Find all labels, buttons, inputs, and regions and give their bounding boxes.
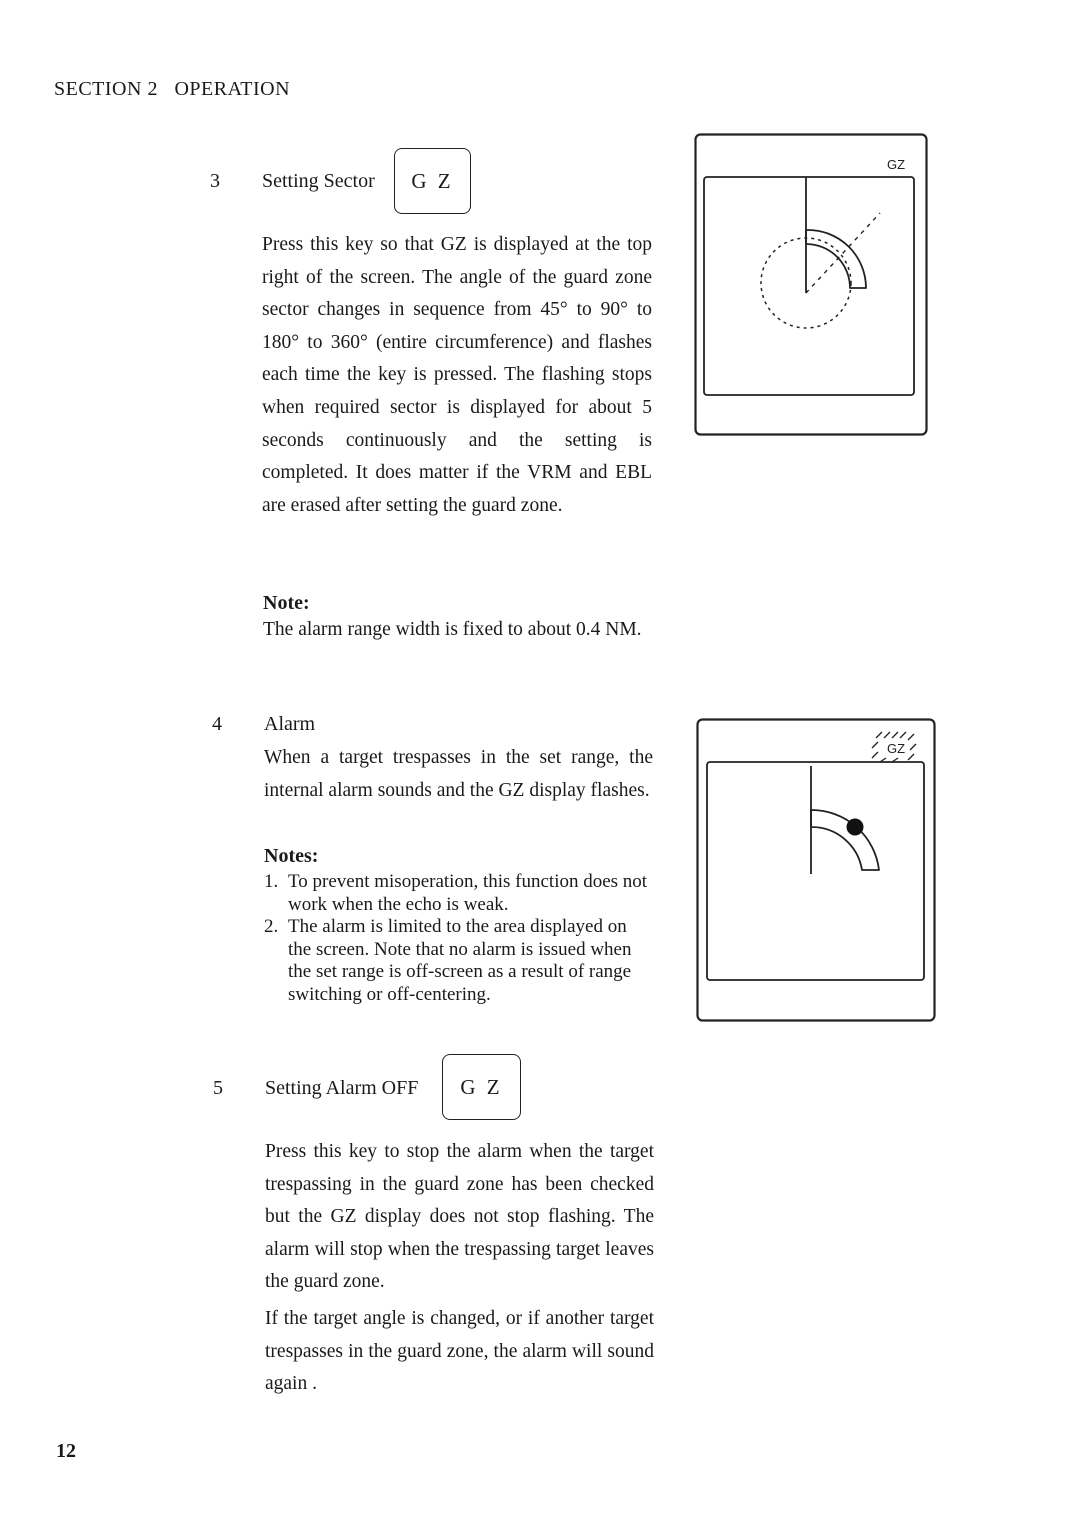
section-title: OPERATION (174, 78, 291, 100)
note-item (264, 916, 654, 1006)
step3-number: 3 (210, 170, 220, 192)
note-item (264, 871, 654, 916)
step4-notes-heading: Notes: (264, 845, 319, 867)
section-number: SECTION 2 (54, 78, 158, 100)
radar-figure-alarm (696, 718, 936, 1022)
step3-title: Setting Sector (262, 170, 375, 192)
gz-key-step5[interactable]: G Z (442, 1054, 521, 1120)
section-header (54, 78, 290, 101)
note-number: 2. (264, 916, 279, 937)
step5-body-1: Press this key to stop the alarm when the target trespassing in the guard zone has been checked but the GZ display does not stop flashing. The alarm will stop when the trespassing target leaves the guard zone. (265, 1141, 654, 1293)
radar-figure-sector-svg (694, 133, 928, 436)
page-number: 12 (56, 1440, 76, 1462)
step5-number: 5 (213, 1077, 223, 1099)
note-number: 1. (264, 871, 279, 892)
step3-body: Press this key so that GZ is displayed at the top right of the screen. The angle of the guard zone sector changes in sequence from 45° to 90° to 180° to 360° (entire circumference) and flashes each time the key is pressed. The flashing stops when required sector is displayed for about 5 seconds continuously and the setting is completed. It does matter if the VRM and EBL are erased after setting the guard zone. (262, 234, 652, 516)
radar-figure-sector (694, 133, 928, 436)
step5-body-2: If the target angle is changed, or if another target trespasses in the guard zone, the alarm will sound again . (265, 1308, 654, 1395)
step4-body: When a target trespasses in the set range, the internal alarm sounds and the GZ display flashes. (264, 747, 653, 801)
note-text: To prevent misoperation, this function does not work when the echo is weak. (288, 871, 648, 915)
gz-indicator-label: GZ (886, 157, 906, 172)
step4-number: 4 (212, 713, 222, 735)
step4-title: Alarm (264, 713, 316, 735)
step3-note-heading: Note: (263, 592, 310, 614)
gz-indicator-label: GZ (886, 741, 906, 756)
step3-note-text: The alarm range width is fixed to about 0.4 NM. (263, 619, 642, 640)
gz-key-step3[interactable]: G Z (394, 148, 471, 214)
step4-notes-list (264, 871, 654, 1006)
radar-figure-alarm-svg (696, 718, 936, 1022)
step5-title: Setting Alarm OFF (265, 1077, 419, 1099)
target-echo (847, 819, 864, 836)
note-text: The alarm is limited to the area displayed on the screen. Note that no alarm is issued when the set range is off-screen as a result of range switching or off-centering. (288, 916, 632, 1005)
